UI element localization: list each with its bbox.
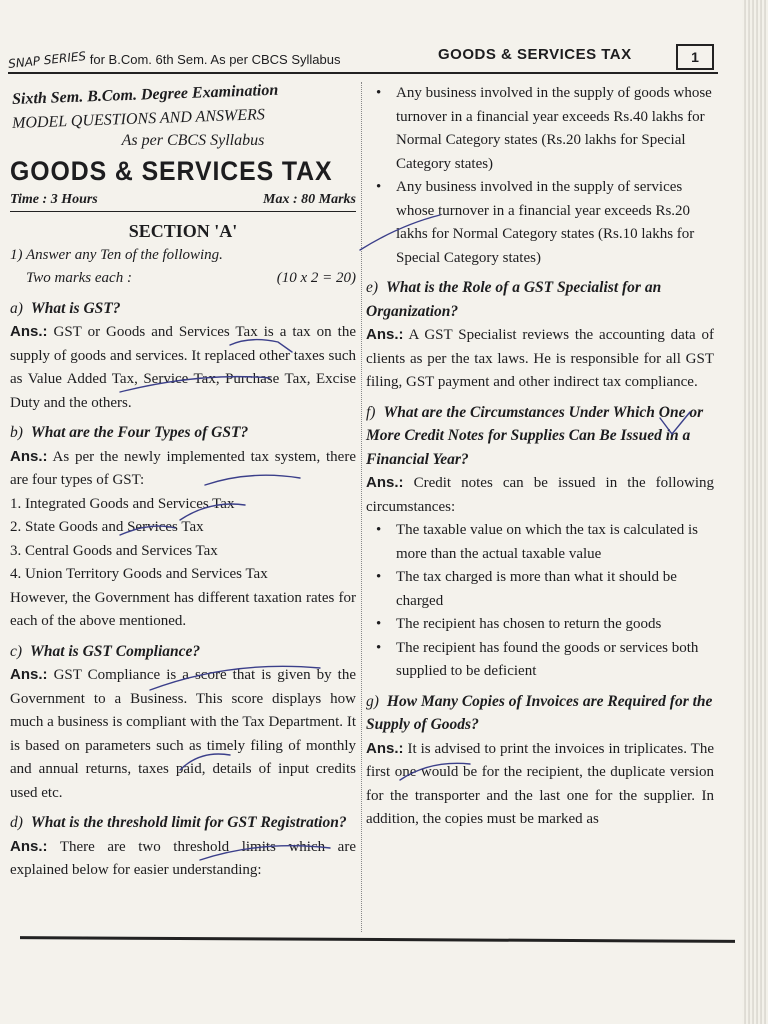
list-item: 4. Union Territory Goods and Services Tax xyxy=(10,566,268,582)
question-b-label: b) xyxy=(10,424,23,441)
gst-types-list xyxy=(10,493,356,587)
list-item: • Any business involved in the supply of services whose turnover in a financial year exceeds Rs.20 lakhs for Normal Category states (Rs.10 lakhs for Special Category states) xyxy=(366,176,714,270)
answer-b-closing: However, the Government has different taxation rates for each of the above mentioned. xyxy=(10,589,356,629)
question-g-label: g) xyxy=(366,692,379,710)
time-allowed: Time : 3 Hours xyxy=(10,191,98,207)
list-item: • The recipient has chosen to return the goods xyxy=(366,613,714,637)
question-a-label: a) xyxy=(10,299,23,317)
answer-a-text: GST or Goods and Services Tax is a tax on the supply of goods and services. It replaced other taxes such as Value Added Tax, Service Tax, Purchase Tax, Excise Duty and the others. xyxy=(10,324,356,411)
answer-g-text: It is advised to print the invoices in triplicates. The first one would be for the recipient, the duplicate version for the transporter and the last one for the supplier. In addition, the copies must be marked as xyxy=(366,740,714,827)
answer-b xyxy=(10,445,356,493)
list-item: • The recipient has found the goods or services both supplied to be deficient xyxy=(366,637,714,684)
question-e xyxy=(366,276,714,323)
question-d xyxy=(10,811,356,835)
paper-title: GOODS & SERVICES TAX xyxy=(10,155,333,186)
running-header xyxy=(8,40,713,74)
marks-formula: (10 x 2 = 20) xyxy=(276,270,356,286)
answer-c-prefix: Ans.: xyxy=(10,666,48,683)
question-c-label: c) xyxy=(10,642,23,660)
question-g xyxy=(366,690,714,737)
list-item: 3. Central Goods and Services Tax xyxy=(10,542,218,559)
list-item: • Any business involved in the supply of goods whose turnover in a financial year exceeds Rs.40 lakhs for Normal Category states (Rs.20 lakhs for Special Category states) xyxy=(366,82,714,176)
question-e-label: e) xyxy=(366,279,379,296)
answer-d-prefix: Ans.: xyxy=(10,837,48,855)
series-line xyxy=(7,48,341,72)
question-a xyxy=(10,297,356,321)
answer-f-prefix: Ans.: xyxy=(366,474,404,491)
answer-e xyxy=(366,323,714,395)
series-text: for B.Com. 6th Sem. As per CBCS Syllabus xyxy=(89,52,341,67)
answer-d xyxy=(10,835,356,883)
answer-e-prefix: Ans.: xyxy=(366,326,404,343)
left-column xyxy=(10,82,356,883)
exam-line-2: MODEL QUESTIONS AND ANSWERS xyxy=(11,105,266,132)
question-c-text: What is GST Compliance? xyxy=(30,642,201,660)
instruction-line-1: 1) Answer any Ten of the following. xyxy=(10,246,223,263)
time-marks-row xyxy=(10,189,356,212)
max-marks: Max : 80 Marks xyxy=(263,191,356,207)
right-column xyxy=(366,82,714,832)
answer-f-text: Credit notes can be issued in the following circumstances: xyxy=(366,475,715,515)
answer-g xyxy=(366,737,714,832)
list-item: • The tax charged is more than what it should be charged xyxy=(366,566,714,613)
exam-line-3: As per CBCS Syllabus xyxy=(121,132,265,149)
section-heading: SECTION 'A' xyxy=(128,220,238,241)
list-item: 2. State Goods and Services Tax xyxy=(10,519,204,535)
page-stack-edge xyxy=(742,0,768,1024)
answer-c xyxy=(10,663,356,805)
answer-b-text: As per the newly implemented tax system, there are four types of GST: xyxy=(10,448,356,488)
series-brand: SNAP SERIES xyxy=(7,48,87,72)
answer-f xyxy=(366,471,714,519)
marks-each: Two marks each : xyxy=(26,270,132,286)
instruction-line-2 xyxy=(10,267,356,291)
question-b xyxy=(10,421,356,445)
question-e-text: What is the Role of a GST Specialist for an Organization? xyxy=(366,279,662,320)
header-rule xyxy=(8,72,718,74)
exam-line-1: Sixth Sem. B.Com. Degree Examination xyxy=(11,81,279,108)
answer-g-prefix: Ans.: xyxy=(366,739,404,757)
question-c xyxy=(10,640,356,664)
list-item: 1. Integrated Goods and Services Tax xyxy=(10,495,235,512)
answer-a xyxy=(10,320,356,415)
question-d-label: d) xyxy=(10,814,23,831)
question-d-text: What is the threshold limit for GST Registration? xyxy=(30,814,347,831)
question-a-text: What is GST? xyxy=(30,299,121,317)
threshold-bullets xyxy=(366,82,714,270)
answer-a-prefix: Ans.: xyxy=(10,323,48,340)
column-divider xyxy=(361,82,362,932)
page-number: 1 xyxy=(676,44,714,70)
question-f xyxy=(366,401,714,472)
answer-b-prefix: Ans.: xyxy=(10,447,48,465)
question-f-text: What are the Circumstances Under Which One or More Credit Notes for Supplies Can Be Issued in a Financial Year? xyxy=(366,403,704,468)
credit-note-bullets xyxy=(366,519,714,684)
answer-c-text: GST Compliance is a score that is given by the Government to a Business. This score displays how much a business is compliant with the Tax Department. It is based on parameters such as timely filing of monthly and annual returns, taxes paid, details of input credits used etc. xyxy=(10,667,357,801)
question-b-text: What are the Four Types of GST? xyxy=(30,424,249,441)
question-f-label: f) xyxy=(366,403,376,421)
answer-e-text: A GST Specialist reviews the accounting data of clients as per the tax laws. He is responsible for all GST filing, GST payment and other indirect tax compliance. xyxy=(366,327,714,390)
header-subject: GOODS & SERVICES TAX xyxy=(438,46,632,63)
list-item: • The taxable value on which the tax is calculated is more than the actual taxable value xyxy=(366,519,714,566)
question-g-text: How Many Copies of Invoices are Required for the Supply of Goods? xyxy=(366,692,713,733)
answer-d-text: There are two threshold limits which are explained below for easier understanding: xyxy=(10,838,356,878)
